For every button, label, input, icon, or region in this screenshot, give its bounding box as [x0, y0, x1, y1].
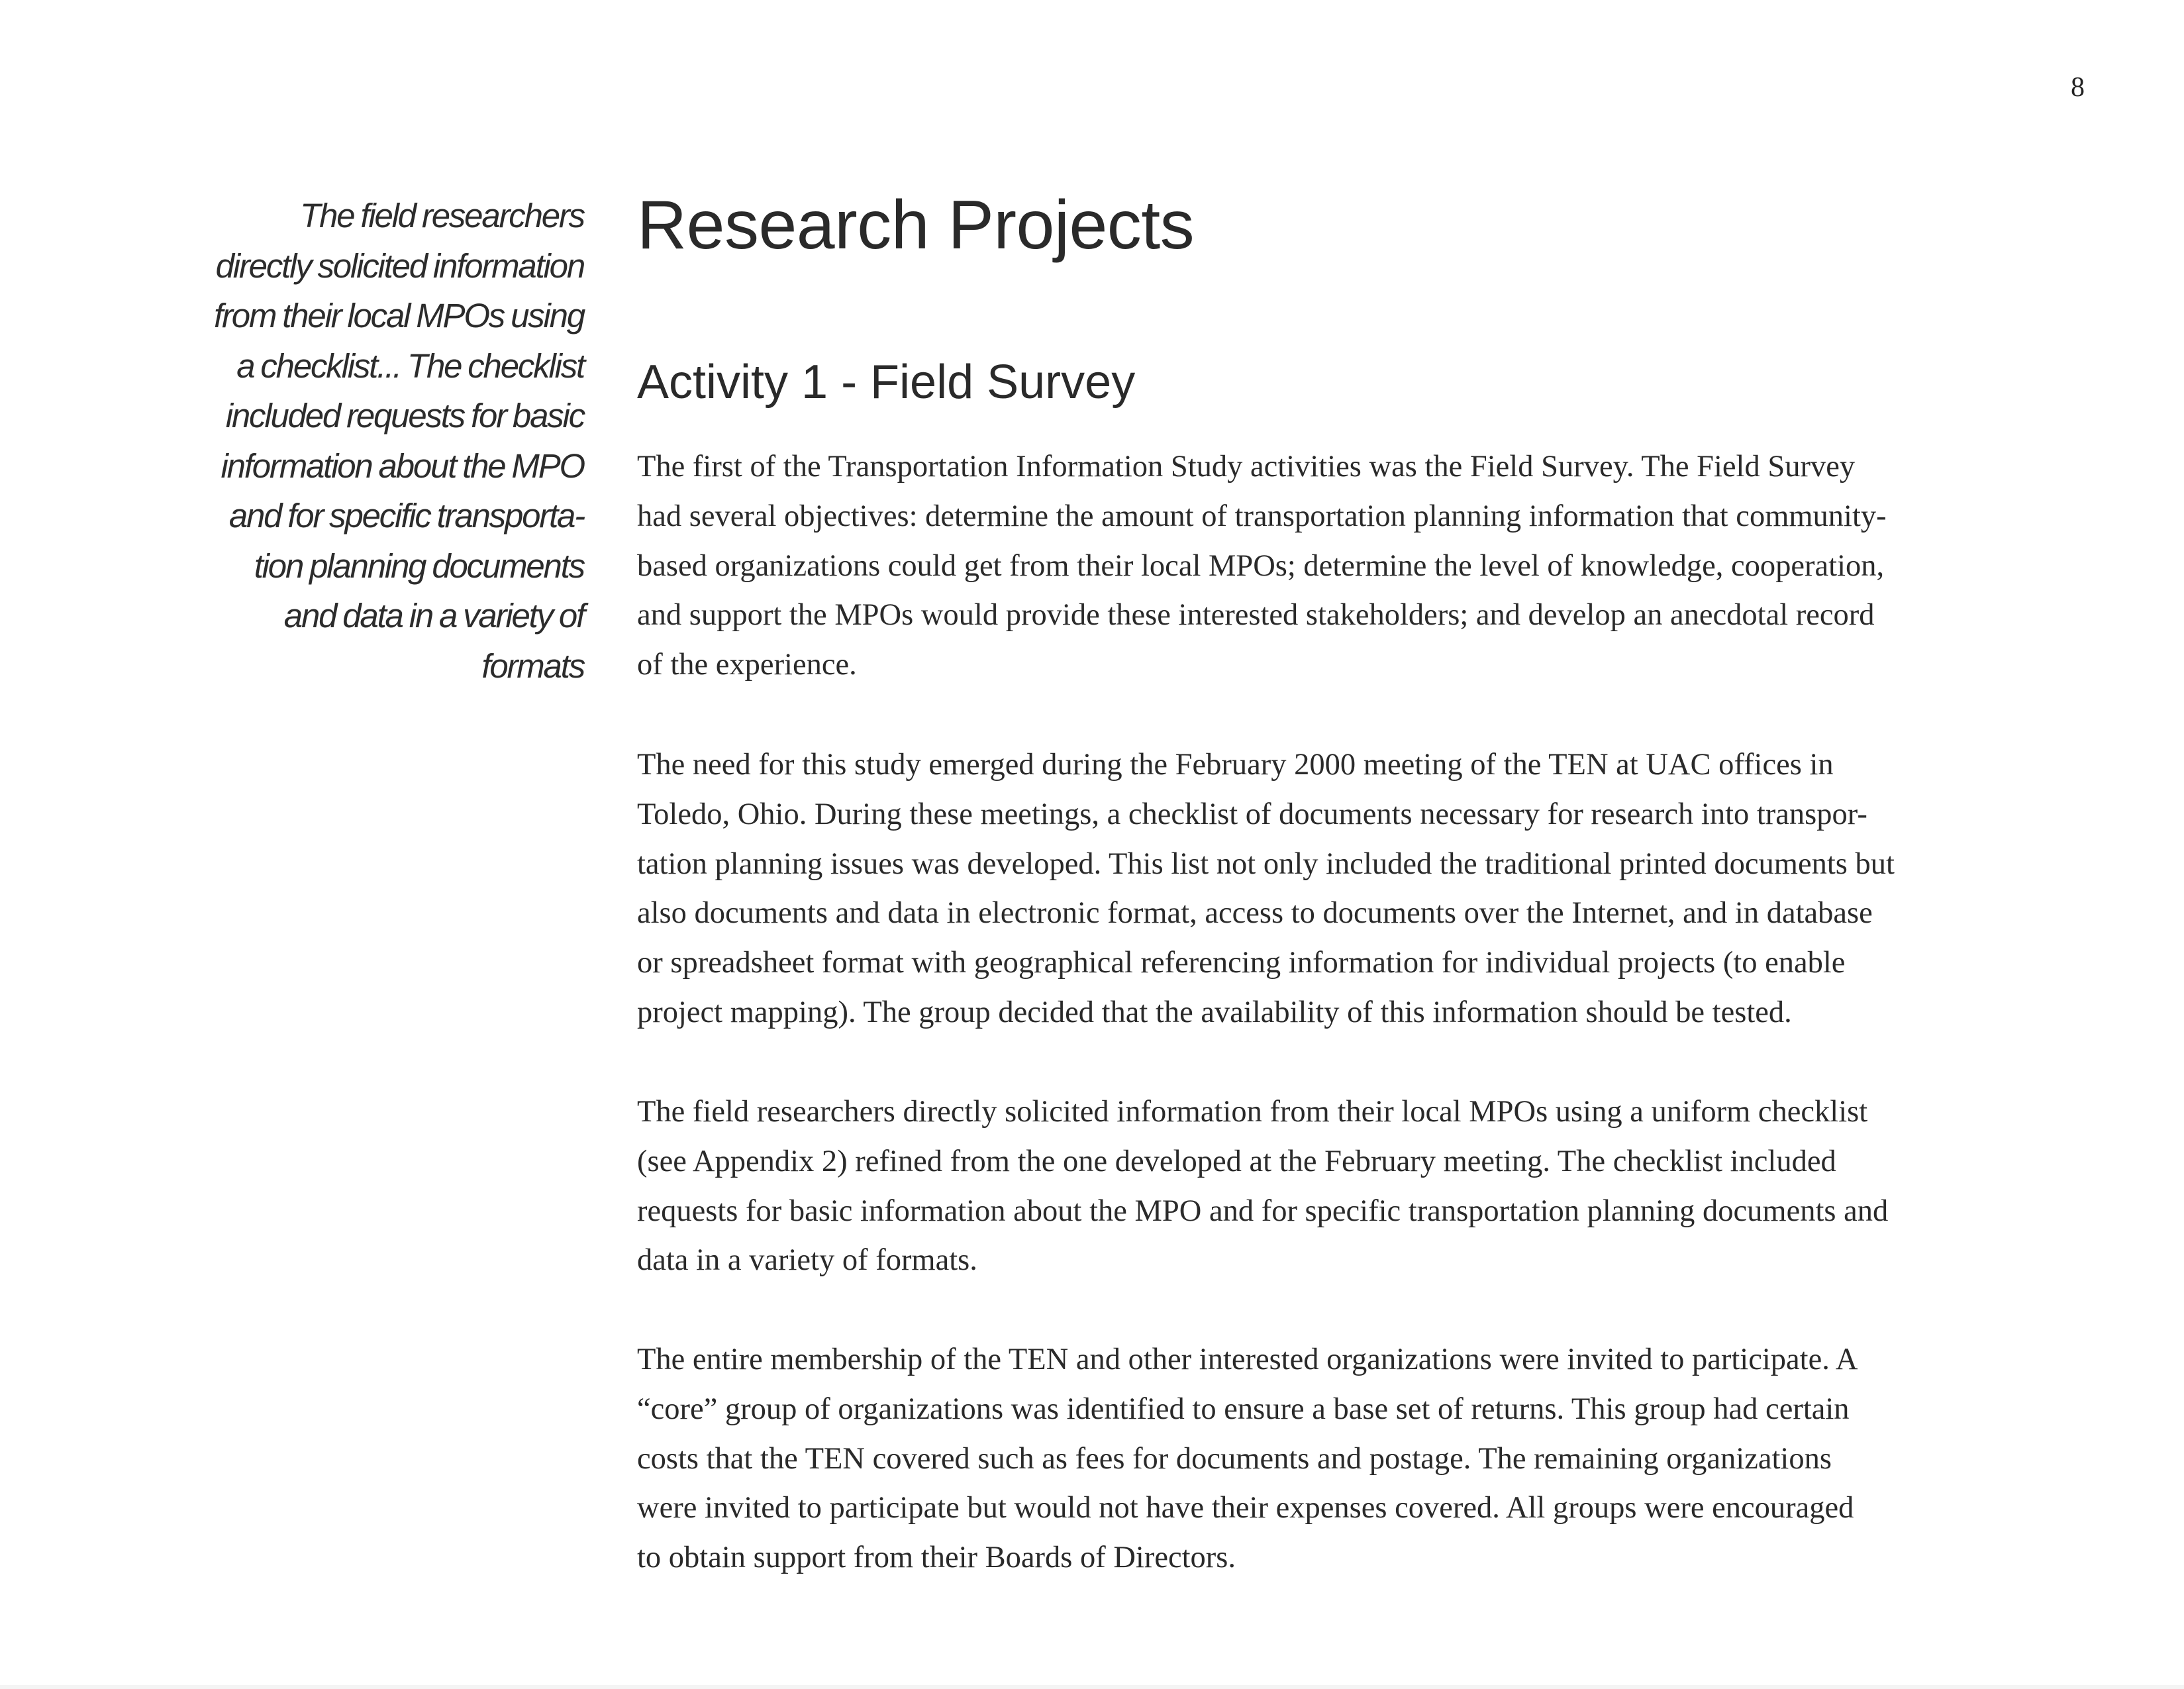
paragraph-line: project mapping). The group decided that the availability of this information should be tested. — [637, 995, 1792, 1029]
paragraph-line: were invited to participate but would not have their expenses covered. All groups were encouraged — [637, 1491, 1854, 1525]
pull-quote-line: a checklist... The checklist — [236, 346, 584, 385]
paragraph-line: or spreadsheet format with geographical referencing information for individual projects (to enable — [637, 946, 1846, 980]
pull-quote-line: tion planning documents — [254, 546, 584, 585]
pull-quote-line: directly solicited information — [215, 246, 584, 285]
pull-quote-line: formats — [481, 646, 584, 685]
page-number: 8 — [2071, 72, 2085, 103]
paragraph-line: Toledo, Ohio. During these meetings, a checklist of documents necessary for research into transpor- — [637, 797, 1867, 831]
scan-bottom-edge — [0, 1685, 2184, 1689]
body-paragraph-3 — [637, 1088, 1981, 1286]
pull-quote-line: and data in a variety of — [283, 597, 584, 635]
pull-quote-line: from their local MPOs using — [214, 297, 584, 334]
paragraph-line: to obtain support from their Boards of Directors. — [637, 1541, 1236, 1575]
main-content — [637, 185, 1981, 1575]
paragraph-line: had several objectives: determine the amount of transportation planning information that community- — [637, 499, 1887, 533]
paragraph-line: costs that the TEN covered such as fees for documents and postage. The remaining organizations — [637, 1441, 1832, 1476]
body-paragraph-4 — [637, 1335, 1981, 1583]
paragraph-line: The field researchers directly solicited information from their local MPOs using a uniform checklist — [637, 1095, 1868, 1129]
pull-quote-line: The field researchers — [300, 197, 584, 234]
paragraph-line: The first of the Transportation Information Study activities was the Field Survey. The Field Survey — [637, 450, 1856, 484]
paragraph-line: based organizations could get from their local MPOs; determine the level of knowledge, cooperation, — [637, 548, 1885, 583]
paragraph-line: The need for this study emerged during the February 2000 meeting of the TEN at UAC offices in — [637, 748, 1834, 782]
sidebar-pull-quote — [159, 191, 584, 691]
body-paragraph-1 — [637, 442, 1981, 690]
paragraph-line: data in a variety of formats. — [637, 1243, 977, 1278]
paragraph-line: of the experience. — [637, 648, 857, 682]
paragraph-line: “core” group of organizations was identified to ensure a base set of returns. This group had certain — [637, 1392, 1850, 1426]
pull-quote-line: and for specific transporta- — [228, 497, 584, 535]
pull-quote-line: information about the MPO — [221, 446, 584, 485]
paragraph-line: The entire membership of the TEN and other interested organizations were invited to participate. A — [637, 1343, 1858, 1376]
paragraph-line: requests for basic information about the MPO and for specific transportation planning documents and — [637, 1194, 1889, 1228]
section-heading: Activity 1 - Field Survey — [637, 356, 1136, 409]
paragraph-line: also documents and data in electronic format, access to documents over the Internet, and in database — [637, 896, 1873, 931]
pull-quote-line: included requests for basic — [225, 397, 584, 435]
paragraph-line: and support the MPOs would provide these interested stakeholders; and develop an anecdotal record — [637, 598, 1875, 633]
paragraph-line: tation planning issues was developed. This list not only included the traditional printed documents but — [637, 846, 1895, 881]
paragraph-line: (see Appendix 2) refined from the one developed at the February meeting. The checklist included — [637, 1144, 1836, 1178]
body-paragraph-2 — [637, 741, 1981, 1038]
page-title: Research Projects — [637, 187, 1195, 264]
